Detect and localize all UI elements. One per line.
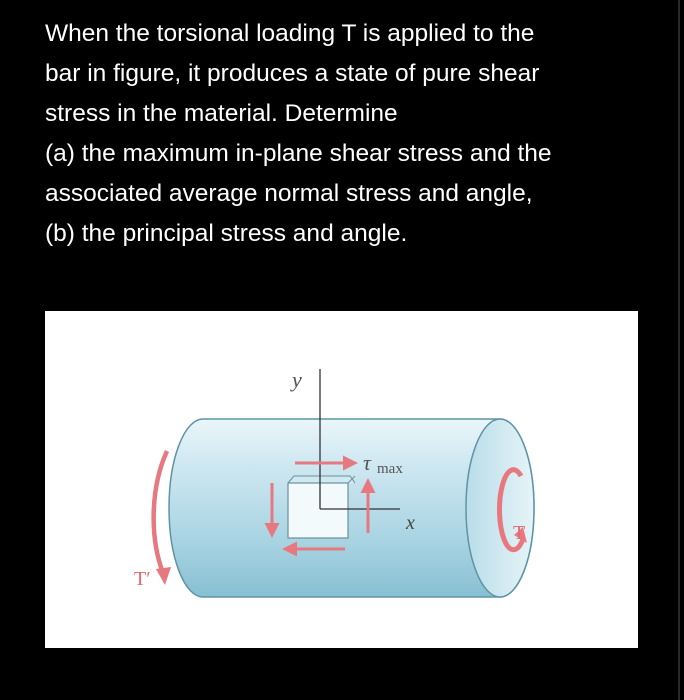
tau-max-symbol: τ <box>363 450 371 475</box>
problem-line-6: (b) the principal stress and angle. <box>45 220 408 247</box>
problem-line-4: (a) the maximum in-plane shear stress and the <box>45 140 552 167</box>
tau-max-subscript: max <box>377 461 403 477</box>
problem-line-5: associated average normal stress and angle, <box>45 180 533 207</box>
torsion-diagram <box>45 311 638 648</box>
y-axis-label: y <box>292 367 302 392</box>
torsion-figure <box>45 311 638 648</box>
cylinder <box>169 419 534 597</box>
scrollbar-edge <box>678 0 680 700</box>
problem-statement <box>45 14 665 254</box>
problem-line-2: bar in figure, it produces a state of pure shear <box>45 60 540 87</box>
x-axis-label: x <box>406 512 415 534</box>
problem-line-3: stress in the material. Determine <box>45 100 398 127</box>
problem-line-1: When the torsional loading T is applied to the <box>45 20 535 47</box>
torque-arrow-left <box>154 451 167 573</box>
torque-label-right: T <box>513 522 526 544</box>
torque-label-left: T′ <box>134 568 151 590</box>
